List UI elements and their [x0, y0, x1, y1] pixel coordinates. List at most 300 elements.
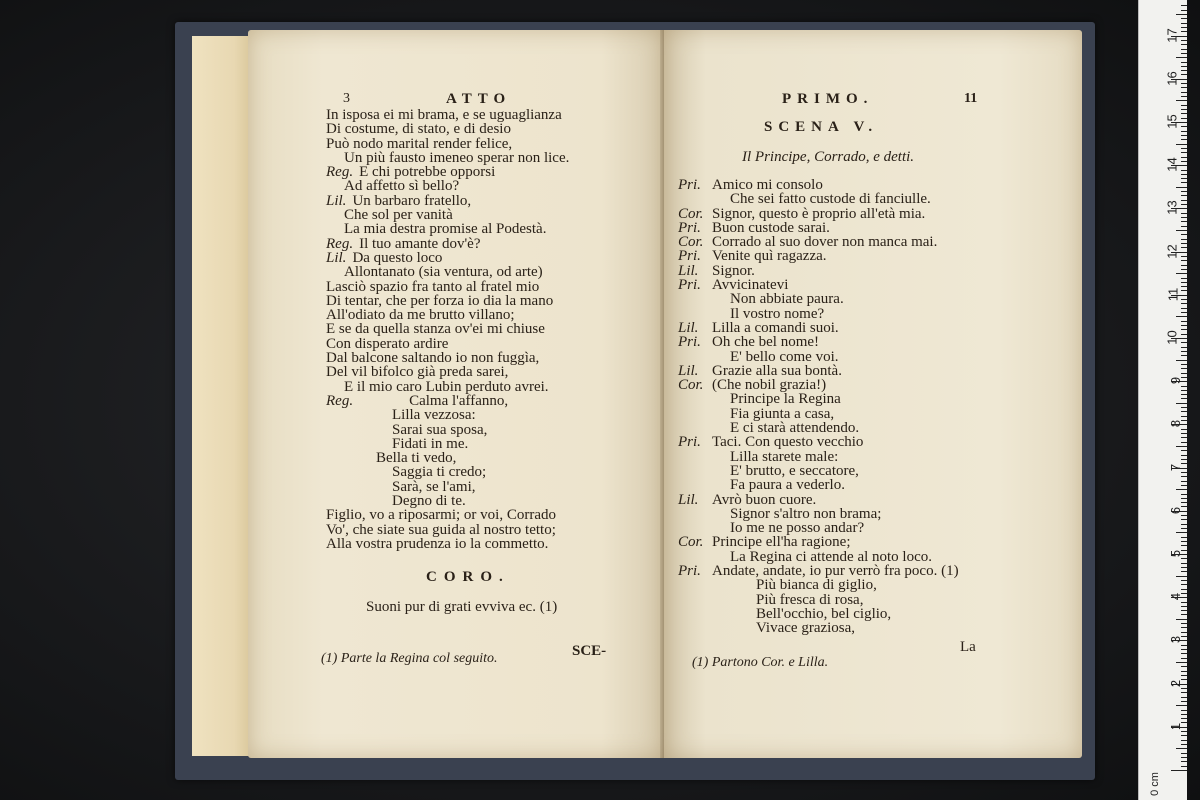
- ruler-tick: [1181, 152, 1187, 153]
- ruler-tick: [1181, 23, 1187, 24]
- ruler-tick: [1181, 567, 1187, 568]
- ruler-tick: [1181, 614, 1187, 615]
- right-footnote: (1) Partono Cor. e Lilla.: [692, 655, 829, 670]
- ruler-number: 7: [1167, 463, 1183, 471]
- ruler-number: 1: [1167, 722, 1183, 730]
- verse-text: Taci. Con questo vecchio: [712, 434, 864, 451]
- verse-line: [678, 621, 959, 635]
- verse-line: [326, 137, 569, 151]
- ruler-tick: [1176, 403, 1187, 404]
- ruler-tick: [1181, 429, 1187, 430]
- ruler-tick: [1181, 731, 1187, 732]
- verse-line: [326, 194, 569, 208]
- ruler-tick: [1181, 645, 1187, 646]
- verse-line: [326, 494, 569, 508]
- verse-text: Fa paura a vederlo.: [730, 477, 845, 494]
- verse-line: [678, 507, 959, 521]
- ruler-tick: [1181, 265, 1187, 266]
- left-verse-block: [326, 108, 569, 551]
- ruler-tick: [1181, 649, 1187, 650]
- verse-text: Con disperato ardire: [326, 335, 449, 352]
- ruler-tick: [1181, 524, 1187, 525]
- verse-text: Fidati in me.: [392, 435, 469, 452]
- speaker-label: Pri.: [678, 563, 701, 580]
- speaker-label: Pri.: [678, 334, 701, 351]
- verse-text: Saggia ti credo;: [392, 464, 487, 481]
- ruler-tick: [1181, 92, 1187, 93]
- speaker-label: Lil.: [326, 192, 347, 209]
- verse-line: [678, 249, 959, 263]
- verse-line: [326, 308, 569, 322]
- ruler-tick: [1181, 278, 1187, 279]
- ruler-tick: [1181, 148, 1187, 149]
- ruler-tick: [1181, 411, 1187, 412]
- verse-text: Del vil bifolco già preda sarei,: [326, 364, 509, 381]
- verse-line: [326, 408, 569, 422]
- ruler-tick: [1181, 74, 1187, 75]
- ruler-tick: [1181, 282, 1187, 283]
- verse-text: Signor, questo è proprio all'età mia.: [712, 205, 926, 222]
- ruler-tick: [1181, 87, 1187, 88]
- ruler-tick: [1181, 714, 1187, 715]
- ruler-number: 12: [1164, 243, 1180, 259]
- ruler-tick: [1181, 450, 1187, 451]
- verse-line: [678, 307, 959, 321]
- ruler-tick: [1181, 701, 1187, 702]
- verse-line: [326, 179, 569, 193]
- verse-text: Fia giunta a casa,: [730, 405, 835, 422]
- ruler-tick: [1176, 705, 1187, 706]
- verse-line: [678, 235, 959, 249]
- verse-text: Sarai sua sposa,: [392, 421, 488, 438]
- verse-line: [326, 322, 569, 336]
- ruler-tick: [1181, 740, 1187, 741]
- verse-text: Di costume, di stato, e di desio: [326, 121, 511, 138]
- ruler-tick: [1181, 697, 1187, 698]
- ruler-tick: [1181, 528, 1187, 529]
- verse-line: [326, 237, 569, 251]
- ruler-tick: [1181, 44, 1187, 45]
- ruler-tick: [1181, 394, 1187, 395]
- verse-text: Andate, andate, io pur verrò fra poco. (1): [712, 563, 959, 580]
- verse-text: Grazie alla sua bontà.: [712, 362, 842, 379]
- ruler-tick: [1176, 14, 1187, 15]
- verse-line: [678, 550, 959, 564]
- ruler-tick: [1181, 217, 1187, 218]
- ruler-tick: [1181, 589, 1187, 590]
- ruler-number: 8: [1167, 420, 1183, 428]
- ruler-tick: [1181, 308, 1187, 309]
- ruler-tick: [1181, 31, 1187, 32]
- verse-text: Può nodo marital render felice,: [326, 135, 513, 152]
- ruler-tick: [1176, 748, 1187, 749]
- right-verse-block: [678, 178, 959, 636]
- verse-line: [678, 278, 959, 292]
- ruler-tick: [1181, 182, 1187, 183]
- right-page-number: 11: [964, 91, 978, 106]
- ruler-tick: [1181, 710, 1187, 711]
- ruler-tick: [1181, 610, 1187, 611]
- verse-text: Signor.: [712, 262, 755, 279]
- verse-line: [326, 365, 569, 379]
- ruler-tick: [1181, 433, 1187, 434]
- ruler-tick: [1181, 632, 1187, 633]
- speaker-label: Reg.: [326, 235, 354, 252]
- right-catchword: La: [960, 639, 976, 655]
- verse-line: [326, 265, 569, 279]
- chorus-heading: CORO.: [426, 569, 510, 585]
- ruler-tick: [1181, 455, 1187, 456]
- ruler-tick: [1181, 105, 1187, 106]
- speaker-label: Lil.: [678, 319, 699, 336]
- verse-line: [326, 523, 569, 537]
- left-catchword: SCE-: [572, 643, 607, 659]
- verse-text: Più fresca di rosa,: [756, 591, 864, 608]
- verse-line: [326, 351, 569, 365]
- ruler-tick: [1181, 442, 1187, 443]
- verse-line: [326, 437, 569, 451]
- ruler-tick: [1181, 653, 1187, 654]
- ruler-tick: [1181, 558, 1187, 559]
- ruler-tick: [1176, 532, 1187, 533]
- ruler-tick: [1181, 623, 1187, 624]
- verse-line: [678, 264, 959, 278]
- ruler-tick: [1181, 571, 1187, 572]
- ruler-tick: [1181, 541, 1187, 542]
- verse-line: [326, 337, 569, 351]
- speaker-label: Cor.: [678, 377, 704, 394]
- ruler-tick: [1181, 675, 1187, 676]
- ruler-number: 13: [1164, 200, 1180, 216]
- speaker-label: Reg.: [326, 392, 354, 409]
- ruler-tick: [1181, 312, 1187, 313]
- verse-text: E chi potrebbe opporsi: [359, 164, 496, 181]
- ruler-tick: [1181, 744, 1187, 745]
- speaker-label: Lil.: [678, 491, 699, 508]
- ruler-tick: [1181, 83, 1187, 84]
- verse-text: Dal balcone saltando io non fuggìa,: [326, 350, 540, 367]
- verse-line: [678, 378, 959, 392]
- verse-line: [326, 208, 569, 222]
- ruler-tick: [1181, 407, 1187, 408]
- ruler-tick: [1181, 485, 1187, 486]
- ruler-tick: [1181, 49, 1187, 50]
- ruler-tick: [1181, 256, 1187, 257]
- ruler-tick: [1176, 100, 1187, 101]
- verse-text: Degno di te.: [392, 493, 466, 510]
- verse-text: E ci starà attendendo.: [730, 420, 860, 437]
- ruler-tick: [1181, 178, 1187, 179]
- speaker-label: Cor.: [678, 534, 704, 551]
- ruler-number: 11: [1164, 287, 1180, 302]
- ruler-tick: [1181, 459, 1187, 460]
- speaker-label: Cor.: [678, 234, 704, 251]
- ruler-tick: [1181, 416, 1187, 417]
- ruler-tick: [1181, 584, 1187, 585]
- verse-line: [326, 423, 569, 437]
- verse-line: [678, 207, 959, 221]
- ruler-tick: [1181, 753, 1187, 754]
- verse-text: Lilla vezzosa:: [392, 407, 476, 424]
- ruler-tick: [1176, 619, 1187, 620]
- ruler-tick: [1181, 735, 1187, 736]
- verse-text: Non abbiate paura.: [730, 291, 844, 308]
- verse-line: [326, 251, 569, 265]
- verse-text: E se da quella stanza ov'ei mi chiuse: [326, 321, 545, 338]
- verse-text: Bell'occhio, bel ciglio,: [756, 605, 892, 622]
- left-footnote: (1) Parte la Regina col seguito.: [321, 651, 498, 666]
- ruler-tick: [1181, 226, 1187, 227]
- verse-line: [678, 535, 959, 549]
- ruler-tick: [1181, 666, 1187, 667]
- ruler-tick: [1181, 368, 1187, 369]
- verse-text: Che sol per vanità: [344, 207, 453, 224]
- verse-line: [678, 450, 959, 464]
- ruler-tick: [1181, 494, 1187, 495]
- ruler-number: 14: [1164, 157, 1180, 172]
- ruler-tick: [1181, 472, 1187, 473]
- ruler-tick: [1181, 355, 1187, 356]
- verse-text: Ad affetto sì bello?: [344, 178, 460, 195]
- ruler-tick: [1176, 576, 1187, 577]
- verse-line: [678, 593, 959, 607]
- speaker-label: Reg.: [326, 164, 354, 181]
- ruler-tick: [1181, 386, 1187, 387]
- ruler-tick: [1181, 437, 1187, 438]
- ruler-number: 15: [1164, 114, 1180, 129]
- right-page: [664, 30, 1082, 758]
- verse-text: E il mio caro Lubin perduto avrei.: [344, 378, 549, 395]
- speaker-label: Pri.: [678, 434, 701, 451]
- page-edges: [192, 36, 252, 756]
- ruler-tick: [1176, 144, 1187, 145]
- verse-text: Corrado al suo dover non manca mai.: [712, 234, 938, 251]
- verse-line: [326, 108, 569, 122]
- ruler-tick: [1181, 498, 1187, 499]
- speaker-label: Pri.: [678, 177, 701, 193]
- verse-line: [678, 321, 959, 335]
- ruler-number: 3: [1167, 636, 1183, 644]
- ruler-tick: [1181, 53, 1187, 54]
- verse-text: Calma l'affanno,: [409, 392, 509, 409]
- ruler-tick: [1181, 325, 1187, 326]
- verse-line: [326, 165, 569, 179]
- ruler-number: 9: [1167, 377, 1183, 385]
- left-page-number: 3: [343, 91, 350, 106]
- speaker-label: Lil.: [678, 262, 699, 279]
- verse-line: [678, 350, 959, 364]
- ruler-tick: [1181, 109, 1187, 110]
- ruler-tick: [1181, 286, 1187, 287]
- verse-text: Da questo loco: [352, 249, 443, 266]
- verse-text: Il vostro nome?: [730, 305, 825, 322]
- verse-line: [678, 521, 959, 535]
- ruler-tick: [1181, 627, 1187, 628]
- ruler-tick: [1181, 269, 1187, 270]
- ruler-tick: [1181, 658, 1187, 659]
- ruler-unit-label: 0 cm: [1148, 772, 1161, 796]
- verse-text: Più bianca di giglio,: [756, 577, 877, 594]
- verse-text: Alla vostra prudenza io la commetto.: [326, 535, 549, 552]
- ruler-tick: [1181, 191, 1187, 192]
- verse-text: Lasciò spazio fra tanto al fratel mio: [326, 278, 540, 295]
- ruler-tick: [1181, 766, 1187, 767]
- speaker-label: Pri.: [678, 219, 701, 236]
- verse-text: Principe ell'ha ragione;: [712, 534, 851, 551]
- ruler-tick: [1181, 671, 1187, 672]
- ruler-tick: [1181, 290, 1187, 291]
- scale-ruler: [1138, 0, 1187, 800]
- verse-line: [678, 335, 959, 349]
- ruler-tick: [1181, 757, 1187, 758]
- verse-text: E' bello come voi.: [730, 348, 839, 365]
- verse-text: La Regina ci attende al noto loco.: [730, 548, 933, 565]
- ruler-number: 5: [1167, 549, 1183, 558]
- ruler-tick: [1181, 221, 1187, 222]
- ruler-tick: [1181, 234, 1187, 235]
- ruler-tick: [1181, 334, 1187, 335]
- ruler-tick: [1181, 476, 1187, 477]
- verse-line: [678, 421, 959, 435]
- verse-line: [326, 151, 569, 165]
- verse-line: [678, 564, 959, 578]
- ruler-tick: [1181, 27, 1187, 28]
- verse-text: E' brutto, e seccatore,: [730, 462, 859, 479]
- verse-text: Buon custode sarai.: [712, 219, 830, 236]
- ruler-tick: [1181, 174, 1187, 175]
- verse-line: [326, 280, 569, 294]
- ruler-tick: [1181, 329, 1187, 330]
- ruler-tick: [1181, 373, 1187, 374]
- ruler-tick: [1176, 273, 1187, 274]
- verse-text: Che sei fatto custode di fanciulle.: [730, 191, 931, 208]
- verse-text: Sarà, se l'ami,: [392, 478, 476, 495]
- ruler-tick: [1181, 131, 1187, 132]
- ruler-tick: [1181, 342, 1187, 343]
- ruler-tick: [1181, 213, 1187, 214]
- ruler-tick: [1181, 239, 1187, 240]
- ruler-tick: [1181, 580, 1187, 581]
- ruler-tick: [1181, 602, 1187, 603]
- ruler-number: 16: [1164, 71, 1180, 86]
- ruler-tick: [1181, 718, 1187, 719]
- ruler-tick: [1176, 662, 1187, 663]
- ruler-tick: [1181, 390, 1187, 391]
- verse-text: Signor s'altro non brama;: [730, 505, 882, 522]
- ruler-tick: [1181, 321, 1187, 322]
- ruler-tick: [1181, 118, 1187, 119]
- ruler-tick: [1176, 316, 1187, 317]
- ruler-tick: [1181, 204, 1187, 205]
- verse-text: Il tuo amante dov'è?: [359, 235, 481, 252]
- verse-line: [326, 222, 569, 236]
- ruler-tick: [1181, 70, 1187, 71]
- ruler-tick: [1181, 502, 1187, 503]
- ruler-number: 6: [1167, 506, 1183, 514]
- ruler-tick: [1181, 113, 1187, 114]
- verse-text: Bella ti vedo,: [376, 450, 457, 467]
- ruler-number: 17: [1164, 27, 1180, 43]
- verse-text: Un più fausto imeneo sperar non lice.: [344, 149, 570, 166]
- verse-line: [326, 465, 569, 479]
- verse-text: Un barbaro fratello,: [352, 192, 472, 209]
- scene-heading: SCENA V.: [764, 119, 879, 135]
- ruler-tick: [1181, 364, 1187, 365]
- verse-text: Figlio, vo a riposarmi; or voi, Corrado: [326, 507, 556, 524]
- ruler-tick: [1181, 243, 1187, 244]
- verse-text: All'odiato da me brutto villano;: [326, 307, 515, 324]
- verse-text: Amico mi consolo: [712, 177, 823, 193]
- speaker-label: Pri.: [678, 277, 701, 294]
- ruler-tick: [1176, 230, 1187, 231]
- ruler-tick: [1181, 299, 1187, 300]
- ruler-tick: [1181, 347, 1187, 348]
- verse-line: [678, 607, 959, 621]
- ruler-tick: [1181, 688, 1187, 689]
- verse-line: [678, 407, 959, 421]
- ruler-tick: [1176, 187, 1187, 188]
- verse-text: Principe la Regina: [730, 391, 841, 408]
- stage-direction: Il Principe, Corrado, e detti.: [742, 149, 915, 165]
- ruler-tick: [1181, 200, 1187, 201]
- verse-text: Avrò buon cuore.: [712, 491, 817, 508]
- ruler-tick: [1181, 563, 1187, 564]
- verse-line: [326, 480, 569, 494]
- ruler-tick: [1181, 139, 1187, 140]
- ruler-tick: [1181, 96, 1187, 97]
- speaker-label: Pri.: [678, 248, 701, 265]
- ruler-tick: [1181, 761, 1187, 762]
- verse-line: [326, 394, 569, 408]
- verse-line: [326, 508, 569, 522]
- verse-text: La mia destra promise al Podestà.: [344, 221, 547, 238]
- right-running-head: PRIMO.: [782, 91, 874, 107]
- verse-text: Lilla a comandi suoi.: [712, 319, 839, 336]
- verse-text: Lilla starete male:: [730, 448, 839, 465]
- ruler-tick: [1181, 481, 1187, 482]
- speaker-label: Cor.: [678, 205, 704, 222]
- ruler-tick: [1176, 57, 1187, 58]
- verse-line: [678, 464, 959, 478]
- verse-line: [326, 451, 569, 465]
- verse-line: [678, 435, 959, 449]
- ruler-tick: [1181, 545, 1187, 546]
- ruler-number: 10: [1164, 330, 1180, 345]
- ruler-number: 4: [1167, 593, 1183, 601]
- ruler-tick: [1181, 398, 1187, 399]
- verse-text: Io me ne posso andar?: [730, 520, 865, 537]
- left-page: [248, 30, 664, 758]
- verse-line: [678, 292, 959, 306]
- verse-text: Di tentar, che per forza io dia la mano: [326, 292, 554, 309]
- verse-line: [678, 578, 959, 592]
- left-running-head: ATTO: [446, 91, 512, 107]
- verse-text: Allontanato (sia ventura, od arte): [344, 264, 543, 281]
- verse-line: [678, 478, 959, 492]
- verse-text: Vivace graziosa,: [756, 620, 856, 637]
- ruler-tick: [1181, 157, 1187, 158]
- ruler-number: 2: [1167, 679, 1183, 687]
- ruler-tick: [1181, 62, 1187, 63]
- ruler-tick: [1181, 606, 1187, 607]
- ruler-tick: [1181, 5, 1187, 6]
- verse-text: Oh che bel nome!: [712, 334, 820, 351]
- verse-text: In isposa ei mi brama, e se uguaglianza: [326, 107, 562, 123]
- ruler-tick: [1181, 195, 1187, 196]
- ruler-tick: [1171, 770, 1187, 771]
- ruler-tick: [1181, 126, 1187, 127]
- ruler-tick: [1181, 170, 1187, 171]
